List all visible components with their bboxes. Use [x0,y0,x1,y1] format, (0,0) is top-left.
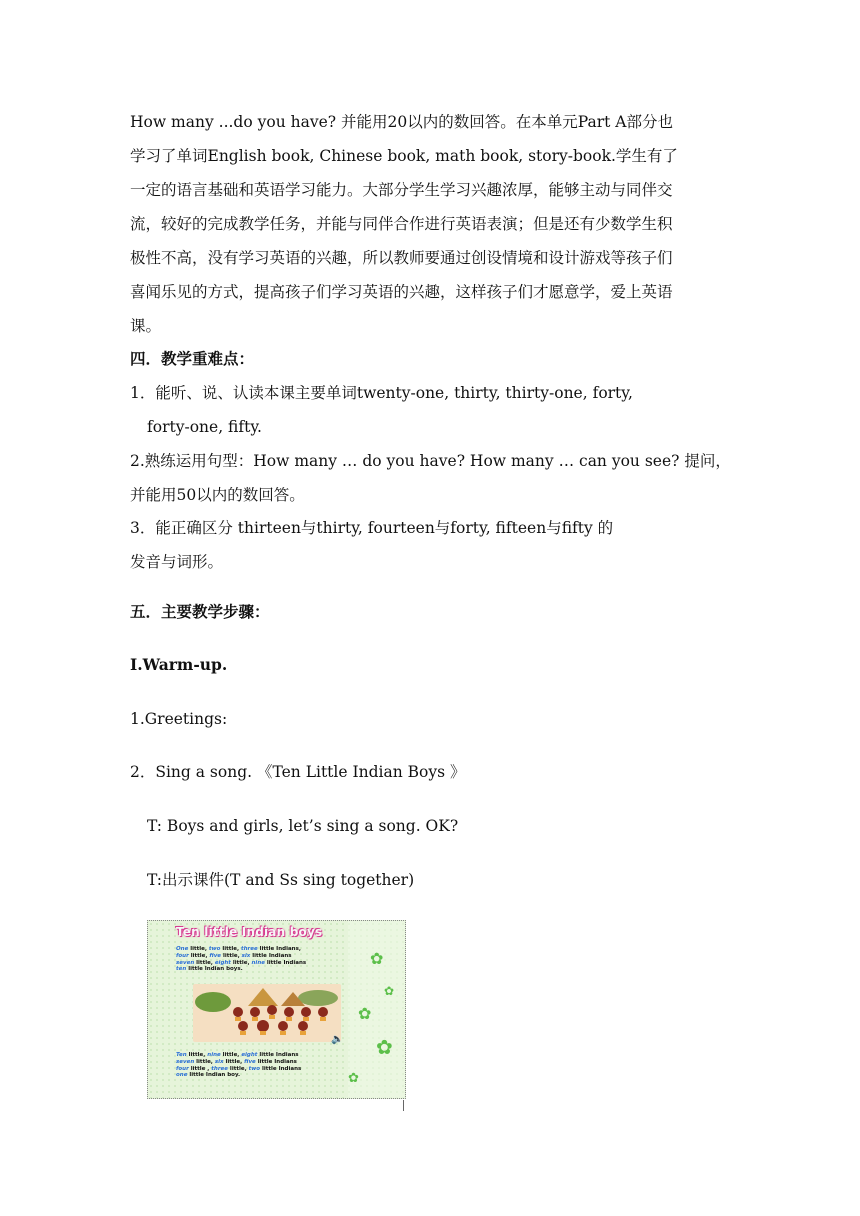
lyric-text: little, [220,946,241,952]
lyric-number-word: six [214,1058,224,1065]
list-item-1-continued: forty-one, fifty. [147,418,262,436]
list-item-3-continued: 发音与词形。 [130,553,224,571]
lyric-number-word: five [209,952,222,959]
lyric-number-word: two [208,946,221,952]
lyric-number-word: eight [214,959,231,966]
lyric-text: little, [194,959,215,966]
lyric-text: little, [194,1058,215,1065]
slide-lyric-line [176,1052,301,1059]
slide-lyric-line [176,946,306,953]
slide-lyric-line [176,1072,301,1079]
lyric-number-word: five [244,1058,256,1065]
lyric-text: little, [228,1065,249,1072]
lyric-text: little Indians [257,1052,299,1058]
paragraph-line: 流，较好的完成教学任务，并能与同伴合作进行英语表演；但是还有少数学生积 [130,215,673,233]
step-heading: Ⅰ.Warm-up. [130,655,228,674]
lyric-number-word: three [211,1065,229,1072]
paragraph-line: 一定的语言基础和英语学习能力。大部分学生学习兴趣浓厚，能够主动与同伴交 [130,181,673,199]
slide-verse-2 [176,1052,301,1079]
lyric-text: little Indian boys. [186,966,243,973]
teacher-line: T: Boys and girls, let’s sing a song. OK? [147,817,459,835]
sing-song-line: 2．Sing a song. 《Ten Little Indian Boys 》 [130,763,466,781]
lyric-number-word: ten [176,966,187,973]
lyric-number-word: Ten [176,1052,187,1058]
paragraph-line: 学习了单词English book, Chinese book, math book, story-book.学生有了 [130,147,678,165]
lyric-text: little, [186,1052,208,1058]
list-item-2: 2.熟练运用句型：How many … do you have? How many … can you see? 提问， [130,452,731,470]
lyric-text: little, [221,952,242,959]
lyric-number-word: four [176,952,189,959]
list-item-1: 1．能听、说、认读本课主要单词twenty-one, thirty, thirty-one, forty, [130,384,633,402]
slide-lyric-line [176,1066,301,1073]
lyric-text: little Indians [250,952,292,959]
lyric-number-word: nine [207,1052,221,1058]
paragraph-line: How many ...do you have? 并能用20以内的数回答。在本单元Part A部分也 [130,113,673,131]
section-heading-4: 四．教学重难点： [130,349,255,368]
lyric-number-word: seven [176,1058,195,1065]
clover-icon: ✿ [370,949,384,968]
lyric-number-word: nine [251,959,265,966]
lyric-text: little Indians, [257,946,301,952]
slide-lyric-line [176,953,306,960]
indians-scene-illustration [193,984,341,1042]
lyric-text: little Indians [260,1065,302,1072]
list-item-3: 3．能正确区分 thirteen与thirty, fourteen与forty, fifteen与fifty 的 [130,519,614,537]
lyric-text: little, [188,952,210,959]
lyric-text: little Indian boy. [187,1072,241,1079]
lyric-text: little, [230,959,252,966]
lyric-text: little, [188,946,209,952]
clover-icon: ✿ [358,1004,372,1023]
lyric-number-word: eight [241,1052,258,1058]
lyric-number-word: four [176,1065,189,1072]
lyric-number-word: One [176,946,189,952]
clover-icon: ✿ [384,984,395,998]
list-item-2-continued: 并能用50以内的数回答。 [130,486,305,504]
lyric-text: little, [220,1052,242,1058]
lyric-number-word: two [248,1065,261,1072]
slide-verse-1 [176,946,306,973]
lyric-text: little , [188,1065,212,1072]
slide-lyric-line [176,960,306,967]
lyric-number-word: seven [176,959,195,966]
slide-lyric-line [176,1059,301,1066]
lyric-text: little, [223,1058,245,1065]
paragraph-line: 课。 [130,317,162,335]
song-slide-image [147,920,406,1099]
greetings-line: 1.Greetings: [130,710,228,728]
image-edge-mark [403,1100,404,1111]
indians-scene-drawing [193,984,341,1042]
clover-icon: ✿ [376,1035,393,1059]
lyric-text: little Indians [255,1058,297,1065]
teacher-line: T:出示课件(T and Ss sing together) [147,871,415,889]
section-heading-5: 五．主要教学步骤： [130,602,270,621]
lyric-number-word: six [241,952,251,959]
clover-icon: ✿ [348,1071,359,1086]
paragraph-line: 极性不高，没有学习英语的兴趣，所以教师要通过创设情境和设计游戏等孩子们 [130,249,673,267]
lyric-number-word: three [240,946,258,952]
lyric-number-word: one [176,1072,188,1079]
slide-lyric-line [176,966,306,973]
lyric-text: little Indians [264,959,307,966]
speaker-icon: 🔈 [331,1034,344,1045]
slide-title: Ten little Indian boys [176,925,323,939]
paragraph-line: 喜闻乐见的方式，提高孩子们学习英语的兴趣，这样孩子们才愿意学，爱上英语 [130,283,673,301]
